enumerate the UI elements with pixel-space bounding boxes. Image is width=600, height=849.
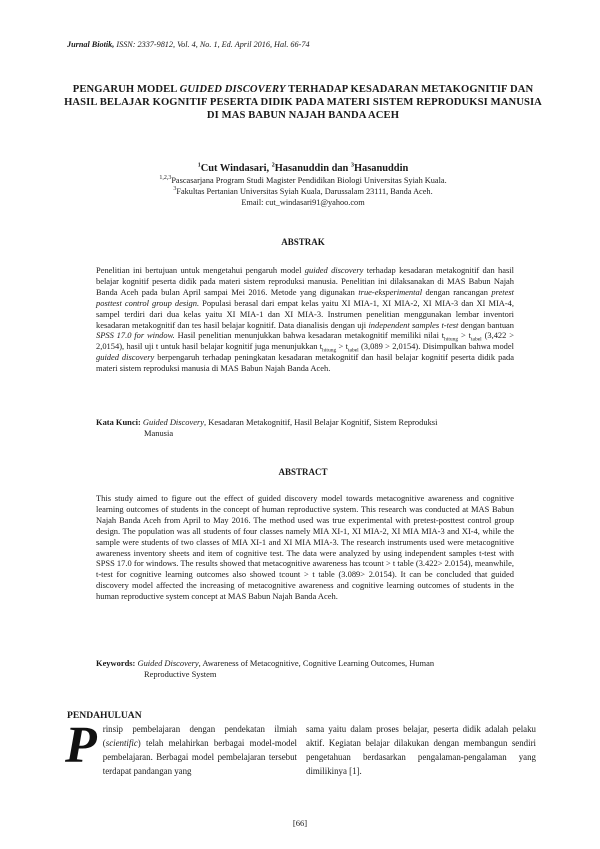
author-1: Cut Windasari,	[200, 163, 272, 174]
keywords-label: Keywords:	[96, 658, 136, 668]
author-email: Email: cut_windasari91@yahoo.com	[241, 197, 365, 207]
abstrak-text: dengan bantuan	[458, 319, 515, 330]
abstrak-text: Penelitian ini bertujuan untuk mengetahui pengaruh model	[96, 265, 305, 275]
abstrak-text: dengan rancangan	[422, 286, 492, 297]
keywords-line2: Reproductive System	[144, 668, 217, 679]
abstrak-text: > t	[336, 341, 348, 352]
subscript: hitung	[444, 337, 459, 344]
affiliation-2-text: Fakultas Pertanian Universitas Syiah Kuala, Darussalam 23111, Banda Aceh.	[176, 186, 433, 196]
abstrak-italic: guided discovery	[304, 265, 364, 275]
abstrak-italic: guided discovery	[96, 352, 155, 363]
journal-name: Jurnal Biotik,	[67, 40, 115, 49]
kata-kunci	[96, 417, 514, 439]
abstrak-text: (3,422 > 2,0154), hasil uji t untuk hasil belajar kognitif juga menunjukkan t	[96, 330, 514, 352]
affiliation-2-sup: 3	[173, 186, 177, 193]
author-2: Hasanuddin dan	[274, 163, 351, 174]
abstrak-italic: pretest posttest control group design.	[96, 286, 514, 308]
abstrak-italic: independent samples t-test	[368, 319, 459, 330]
subscript: hitung	[322, 348, 337, 355]
abstrak-text: berpengaruh terhadap peningkatan kesadaran metakognitif dan hasil belajar kognitif peserta didik pada materi sistem reproduksi manusia di MAS Babun Najah Banda Aceh.	[96, 352, 515, 374]
intro-right-column: sama yaitu dalam proses belajar, peserta didik adalah pelaku aktif. Kegiatan belajar dilakukan dengan membangun sendiri pengetahuan berdasarkan pengalaman-pengalaman yang dimilikinya [1].	[306, 724, 536, 777]
page-number: [66]	[292, 818, 308, 828]
author-sup-2: 2	[271, 162, 275, 169]
keywords-italic: Guided Discovery	[137, 658, 199, 668]
author-sup-1: 1	[197, 162, 201, 169]
kata-kunci-text: , Kesadaran Metakognitif, Hasil Belajar Kognitif, Sistem Reproduksi	[204, 417, 438, 427]
abstrak-text: Populasi berasal dari empat kelas yaitu XI MIA-1, XI MIA-2, XI MIA-3 dan XI MIA-4, sampel terdiri dari dua kelas yaitu XI MIA-1 dan XI MIA-3. Instrumen penelitian menggunakan lembar inventori kesadaran metakognitif dan tes hasil belajar kognitif. Data dianalisis dengan uji	[96, 297, 514, 330]
drop-cap: P	[65, 717, 97, 774]
abstrak-heading: ABSTRAK	[281, 237, 325, 247]
keywords	[96, 658, 514, 680]
abstrak-text: Hasil penelitian menunjukkan bahwa kesadaran metakognitif memiliki nilai t	[174, 330, 445, 341]
intro-text: rinsip pembelajaran dengan pendekatan ilmiah (	[102, 724, 297, 749]
title-italic: GUIDED DISCOVERY	[179, 84, 286, 95]
intro-left-column	[65, 717, 297, 778]
intro-italic: scientific	[105, 738, 138, 749]
kata-kunci-line2: Manusia	[144, 427, 174, 438]
title-part-1: PENGARUH MODEL	[72, 84, 180, 95]
title-part-2: TERHADAP KESADARAN METAKOGNITIF DAN HASIL BELAJAR KOGNITIF PESERTA DIDIK PADA MATERI SISTEM REPRODUKSI MANUSIA DI MAS BABUN NAJAH BANDA ACEH	[64, 84, 542, 122]
journal-details: ISSN: 2337-9812, Vol. 4, No. 1, Ed. April 2016, Hal. 66-74	[114, 40, 310, 49]
affiliation-1-sup: 1,2,3	[159, 175, 172, 182]
abstrak-text: > t	[458, 330, 472, 341]
affiliations	[60, 176, 546, 208]
author-sup-3: 3	[350, 162, 354, 169]
affiliation-2	[60, 187, 546, 198]
intro-text: ) telah melahirkan berbagai model-model pembelajaran. Berbagai model pembelajaran tersebut terdapat pandangan yang	[102, 738, 297, 777]
author-list	[60, 163, 546, 174]
running-header	[67, 40, 310, 49]
keywords-text: , Awareness of Metacognitive, Cognitive Learning Outcomes, Human	[198, 658, 435, 668]
subscript: tabel	[471, 337, 482, 344]
abstrak-text: (3,089 > 2,0154). Disimpulkan bahwa model	[358, 341, 514, 352]
subscript: tabel	[347, 348, 359, 355]
affiliation-1	[60, 176, 546, 187]
author-3: Hasanuddin	[353, 163, 409, 174]
kata-kunci-italic: Guided Discovery	[142, 417, 205, 427]
abstrak-italic: SPSS 17.0 for window.	[96, 330, 175, 341]
abstrak-body	[96, 265, 514, 374]
abstract-body: This study aimed to figure out the effect of guided discovery model towards metacognitive awareness and cognitive learning outcomes of students in the concept of human reproductive system. This research was conducted at MAS Babun Najah Banda Aceh from April to May 2016. The method used was true experimental with pretest-posttest control group design. The population was all students of four classes namely MIA XI-1, XI MIA-2, XI MIA MIA-3 and XI-4, while the sample were students of two classes of MIA XI-1 and XI MIA MIA-3. The research instruments used were metacognitive awareness inventory sheets and item of cognitive test. The data were analyzed by using independent samples t-test with SPSS 17.0 for windows. The results showed that metacognitive awareness has tcount > t table (3.422> 2.0154), meanwhile, t-test for cognitive learning outcomes also showed tcount > t table (3.089> 2.0154). It can be concluded that guided discovery model affected the increasing of metacognitive awareness and cognitive learning outcomes of students in the human reproductive system concept at MAS Babun Najah Banda Aceh.	[96, 493, 514, 602]
abstrak-italic: true-eksperimental	[358, 286, 423, 297]
abstrak-text: terhadap kesadaran metakognitif dan hasil belajar kognitif peserta didik pada materi sistem reproduksi manusia. Penelitian ini dilaksanakan di MAS Babun Najah Banda Aceh pada bulan April sampai Mei 2016. Metode yang digunakan	[96, 265, 514, 297]
abstract-heading: ABSTRACT	[278, 467, 328, 477]
kata-kunci-label: Kata Kunci:	[96, 417, 141, 427]
pendahuluan-heading: PENDAHULUAN	[67, 710, 142, 721]
affiliation-1-text: Pascasarjana Program Studi Magister Pendidikan Biologi Universitas Syiah Kuala.	[171, 176, 447, 185]
paper-title	[60, 83, 546, 123]
